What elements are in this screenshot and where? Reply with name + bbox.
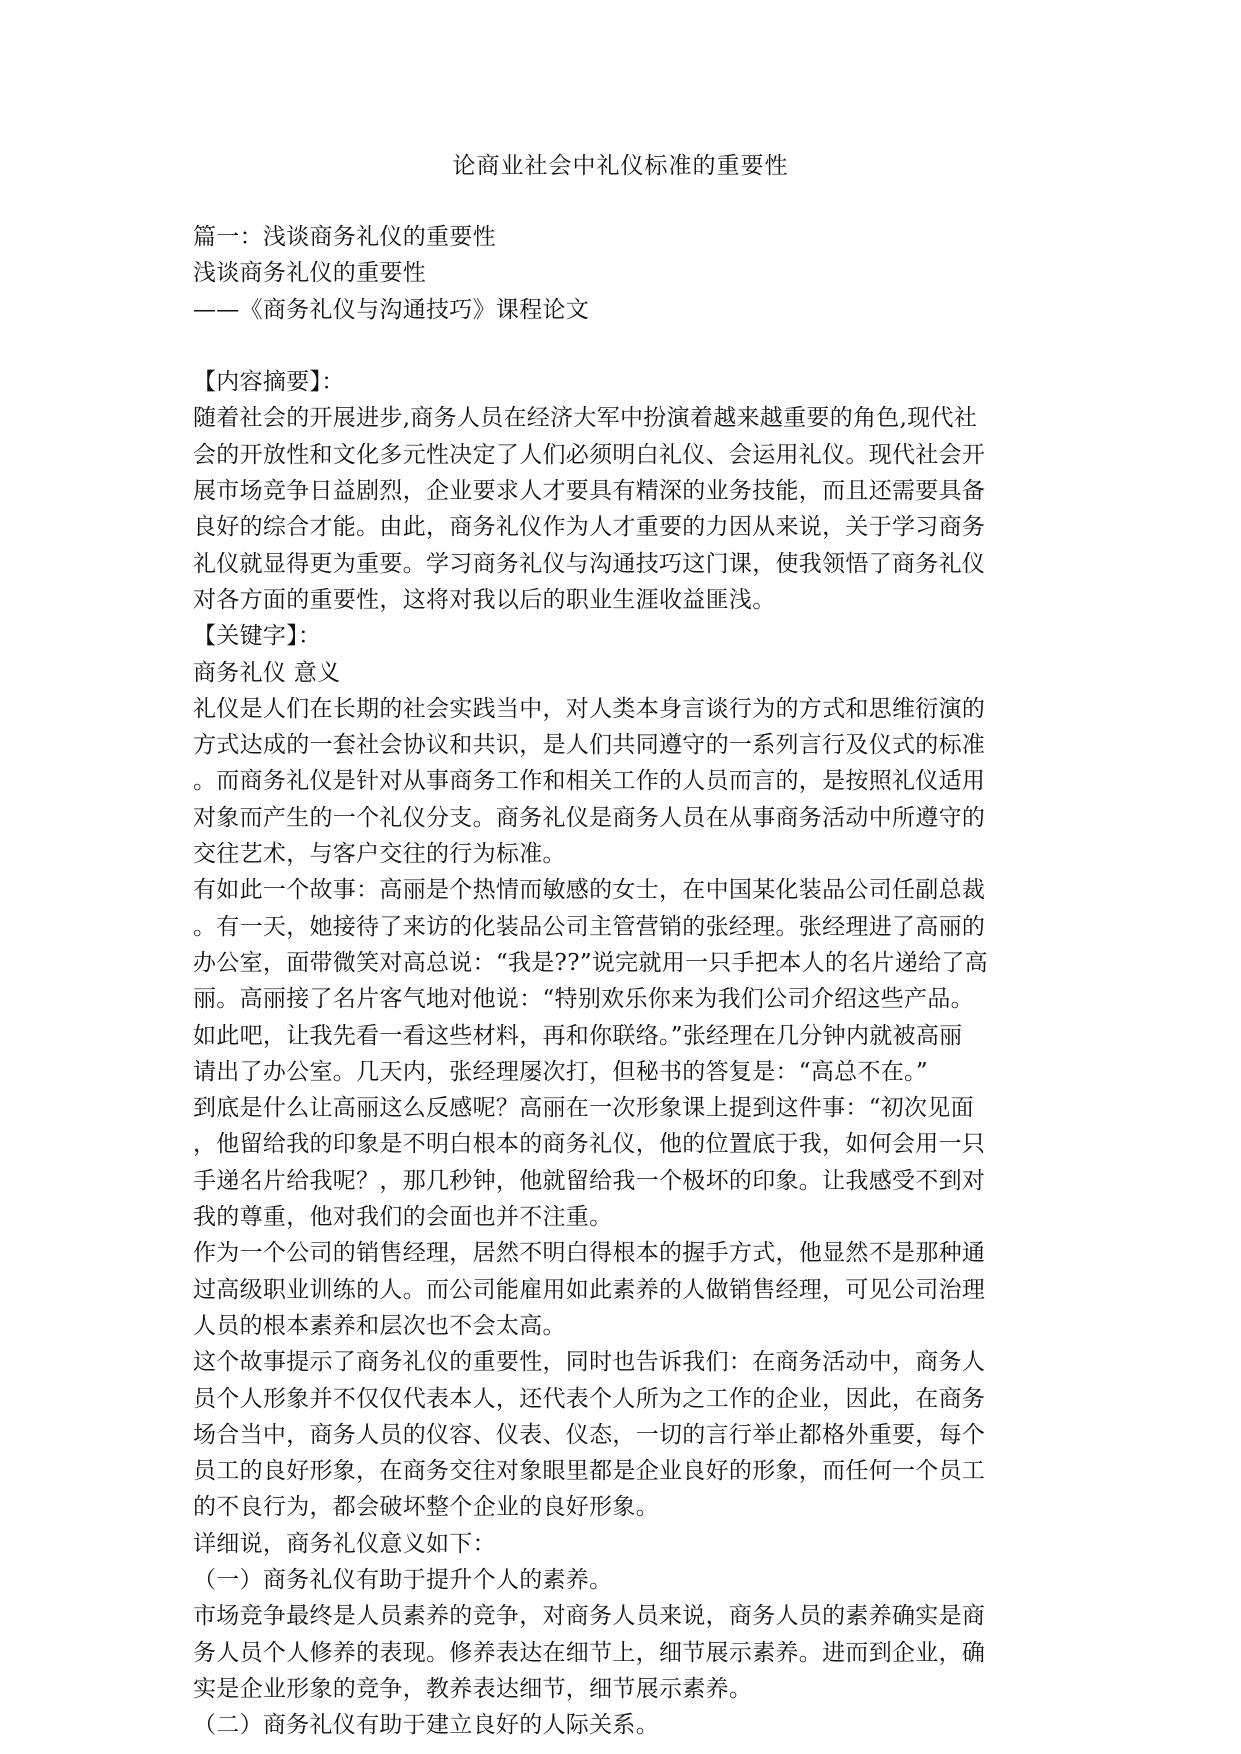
body-line: 过高级职业训练的人。而公司能雇用如此素养的人做销售经理，可见公司治理: [193, 1276, 986, 1303]
body-line: 员工的良好形象，在商务交往对象眼里都是企业良好的形象，而任何一个员工: [193, 1458, 986, 1485]
header-line: 浅谈商务礼仪的重要性: [193, 260, 426, 287]
body-line: 详细说，商务礼仪意义如下：: [193, 1530, 496, 1557]
abstract-line: 会的开放性和文化多元性决定了人们必须明白礼仪、会运用礼仪。现代社会开: [193, 441, 986, 468]
keywords-line: 商务礼仪 意义: [193, 659, 341, 686]
keywords-heading: 【关键字】：: [193, 623, 322, 650]
abstract-line: 展市场竞争日益剧烈，企业要求人才要具有精深的业务技能，而且还需要具备: [193, 478, 986, 505]
header-line: ——《商务礼仪与沟通技巧》课程论文: [193, 296, 590, 323]
body-line: 如此吧，让我先看一看这些材料，再和你联络。”张经理在几分钟内就被高丽: [193, 1022, 963, 1049]
document-body: [193, 219, 1043, 1743]
body-line: 礼仪是人们在长期的社会实践当中，对人类本身言谈行为的方式和思维衍演的: [193, 695, 986, 722]
body-line: 丽。高丽接了名片客气地对他说：“特别欢乐你来为我们公司介绍这些产品。: [193, 986, 974, 1013]
body-paragraphs: [193, 691, 1043, 1744]
body-line: 的不良行为，都会破坏整个企业的良好形象。: [193, 1494, 659, 1521]
body-line: 务人员个人修养的表现。修养表达在细节上，细节展示素养。进而到企业，确: [193, 1639, 986, 1666]
body-line: 对象而产生的一个礼仪分支。商务礼仪是商务人员在从事商务活动中所遵守的: [193, 804, 986, 831]
body-line: 市场竞争最终是人员素养的竞争，对商务人员来说，商务人员的素养确实是商: [193, 1603, 986, 1630]
header-line: 篇一：浅谈商务礼仪的重要性: [193, 224, 496, 250]
body-line: 。而商务礼仪是针对从事商务工作和相关工作的人员而言的，是按照礼仪适用: [193, 768, 986, 795]
body-line: 这个故事提示了商务礼仪的重要性，同时也告诉我们：在商务活动中，商务人: [193, 1349, 986, 1376]
abstract-line: 礼仪就显得更为重要。学习商务礼仪与沟通技巧这门课，使我领悟了商务礼仪: [193, 550, 986, 577]
body-line: 我的尊重，他对我们的会面也并不注重。: [193, 1204, 613, 1231]
body-line: 到底是什么让高丽这么反感呢？高丽在一次形象课上提到这件事：“初次见面: [193, 1095, 974, 1122]
body-line: 作为一个公司的销售经理，居然不明白得根本的握手方式，他显然不是那种通: [193, 1240, 986, 1267]
body-line: （一）商务礼仪有助于提升个人的素养。: [193, 1566, 613, 1593]
document-title: 论商业社会中礼仪标准的重要性: [452, 153, 789, 179]
body-line: 有如此一个故事：高丽是个热情而敏感的女士，在中国某化装品公司任副总裁: [193, 877, 986, 904]
abstract-heading: 【内容摘要】：: [193, 369, 345, 396]
body-line: 办公室，面带微笑对高总说：“我是??”说完就用一只手把本人的名片递给了高: [193, 949, 988, 976]
blank-line: [193, 328, 1043, 364]
abstract-line: 随着社会的开展进步,商务人员在经济大军中扮演着越来越重要的角色,现代社: [193, 405, 978, 432]
body-line: ，他留给我的印象是不明白根本的商务礼仪，他的位置底于我，如何会用一只: [193, 1131, 986, 1158]
body-line: 请出了办公室。几天内，张经理屡次打，但秘书的答复是：“高总不在。”: [193, 1058, 928, 1085]
body-line: 手递名片给我呢？，那几秒钟，他就留给我一个极坏的印象。让我感受不到对: [193, 1167, 986, 1194]
body-line: 人员的根本素养和层次也不会太高。: [193, 1312, 566, 1339]
body-line: 实是企业形象的竞争，教养表达细节，细节展示素养。: [193, 1675, 753, 1702]
body-line: （二）商务礼仪有助于建立良好的人际关系。: [193, 1712, 659, 1739]
body-line: 员个人形象并不仅仅代表本人，还代表个人所为之工作的企业，因此，在商务: [193, 1385, 986, 1412]
abstract-line: 良好的综合才能。由此，商务礼仪作为人才重要的力因从来说，关于学习商务: [193, 514, 986, 541]
abstract-line: 对各方面的重要性，这将对我以后的职业生涯收益匪浅。: [193, 586, 776, 613]
body-line: 交往艺术，与客户交往的行为标准。: [193, 841, 566, 868]
body-line: 方式达成的一套社会协议和共识，是人们共同遵守的一系列言行及仪式的标准: [193, 732, 986, 759]
body-line: 场合当中，商务人员的仪容、仪表、仪态，一切的言行举止都格外重要，每个: [193, 1421, 986, 1448]
body-line: 。有一天，她接待了来访的化装品公司主管营销的张经理。张经理进了高丽的: [193, 913, 986, 940]
